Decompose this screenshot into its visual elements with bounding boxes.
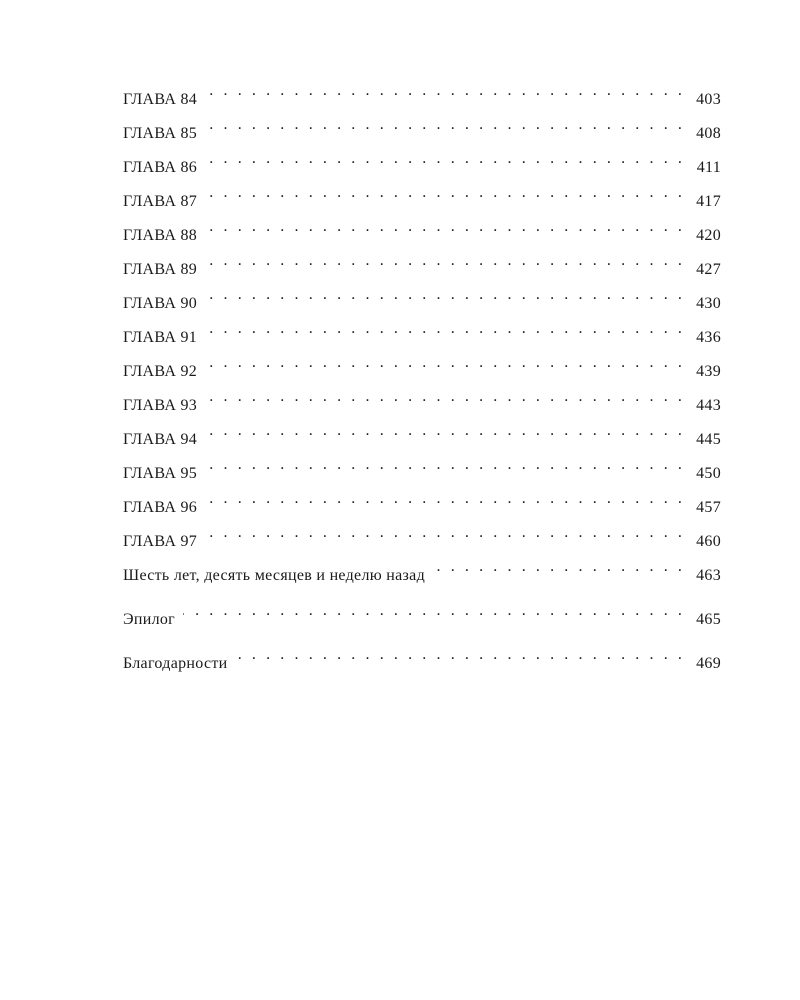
toc-entry-page-number: 445 bbox=[696, 431, 721, 448]
table-of-contents bbox=[123, 78, 721, 676]
toc-entry-chapter-94[interactable] bbox=[123, 418, 721, 452]
toc-entry-title: ГЛАВА 90 bbox=[123, 295, 198, 312]
dot-leader bbox=[433, 554, 685, 580]
toc-entry-page-number: 420 bbox=[696, 227, 721, 244]
toc-entry-chapter-95[interactable] bbox=[123, 452, 721, 486]
toc-entry-chapter-97[interactable] bbox=[123, 520, 721, 554]
toc-entry-chapter-85[interactable] bbox=[123, 112, 721, 146]
dot-leader bbox=[205, 112, 685, 138]
toc-entry-chapter-86[interactable] bbox=[123, 146, 721, 180]
toc-entry-epilogue[interactable] bbox=[123, 598, 721, 632]
toc-entry-page-number: 411 bbox=[696, 159, 721, 176]
toc-entry-title: Шесть лет, десять месяцев и неделю назад bbox=[123, 567, 426, 584]
toc-entry-chapter-84[interactable] bbox=[123, 78, 721, 112]
toc-entry-chapter-91[interactable] bbox=[123, 316, 721, 350]
toc-entry-chapter-87[interactable] bbox=[123, 180, 721, 214]
toc-entry-title: ГЛАВА 87 bbox=[123, 193, 198, 210]
toc-entry-page-number: 439 bbox=[696, 363, 721, 380]
toc-entry-six-years-ago[interactable] bbox=[123, 554, 721, 588]
toc-entry-acknowledgements[interactable] bbox=[123, 642, 721, 676]
dot-leader bbox=[205, 316, 685, 342]
toc-entry-chapter-92[interactable] bbox=[123, 350, 721, 384]
toc-entry-page-number: 417 bbox=[696, 193, 721, 210]
toc-entry-page-number: 436 bbox=[696, 329, 721, 346]
toc-entry-title: ГЛАВА 96 bbox=[123, 499, 198, 516]
dot-leader bbox=[183, 598, 685, 624]
toc-entry-title: ГЛАВА 94 bbox=[123, 431, 198, 448]
toc-entry-title: ГЛАВА 89 bbox=[123, 261, 198, 278]
toc-entry-chapter-89[interactable] bbox=[123, 248, 721, 282]
toc-entry-page-number: 427 bbox=[696, 261, 721, 278]
toc-entry-title: Эпилог bbox=[123, 611, 176, 628]
toc-entry-title: ГЛАВА 97 bbox=[123, 533, 198, 550]
toc-entry-chapter-90[interactable] bbox=[123, 282, 721, 316]
toc-entry-title: ГЛАВА 93 bbox=[123, 397, 198, 414]
dot-leader bbox=[205, 384, 685, 410]
dot-leader bbox=[205, 418, 685, 444]
dot-leader bbox=[205, 350, 685, 376]
dot-leader bbox=[205, 78, 685, 104]
toc-entry-page-number: 469 bbox=[696, 655, 721, 672]
toc-entry-title: ГЛАВА 88 bbox=[123, 227, 198, 244]
toc-entry-page-number: 457 bbox=[696, 499, 721, 516]
toc-entry-page-number: 463 bbox=[696, 567, 721, 584]
dot-leader bbox=[205, 180, 685, 206]
dot-leader bbox=[205, 282, 685, 308]
toc-entry-chapter-88[interactable] bbox=[123, 214, 721, 248]
toc-entry-page-number: 408 bbox=[696, 125, 721, 142]
toc-entry-page-number: 443 bbox=[696, 397, 721, 414]
toc-entry-page-number: 465 bbox=[696, 611, 721, 628]
toc-entry-page-number: 450 bbox=[696, 465, 721, 482]
dot-leader bbox=[205, 214, 685, 240]
dot-leader bbox=[205, 452, 685, 478]
dot-leader bbox=[205, 146, 685, 172]
toc-entry-title: ГЛАВА 86 bbox=[123, 159, 198, 176]
toc-entry-title: ГЛАВА 84 bbox=[123, 91, 198, 108]
toc-entry-title: ГЛАВА 95 bbox=[123, 465, 198, 482]
toc-entry-page-number: 403 bbox=[696, 91, 721, 108]
dot-leader bbox=[236, 642, 685, 668]
dot-leader bbox=[205, 486, 685, 512]
toc-entry-title: ГЛАВА 91 bbox=[123, 329, 198, 346]
toc-entry-title: ГЛАВА 92 bbox=[123, 363, 198, 380]
toc-entry-page-number: 430 bbox=[696, 295, 721, 312]
toc-entry-title: ГЛАВА 85 bbox=[123, 125, 198, 142]
toc-entry-chapter-96[interactable] bbox=[123, 486, 721, 520]
dot-leader bbox=[205, 248, 685, 274]
toc-entry-page-number: 460 bbox=[696, 533, 721, 550]
toc-entry-title: Благодарности bbox=[123, 655, 228, 672]
dot-leader bbox=[205, 520, 685, 546]
toc-entry-chapter-93[interactable] bbox=[123, 384, 721, 418]
